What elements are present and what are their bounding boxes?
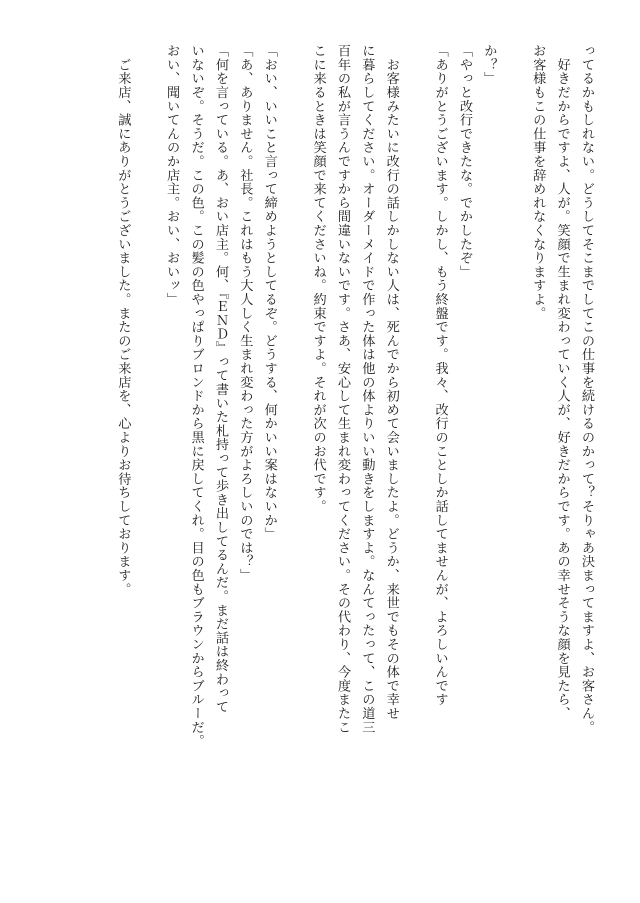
text-line: ご来店、誠にありがとうございました。またのご来店を、心よりお待ちしております。 xyxy=(115,44,131,596)
paragraph-gap xyxy=(281,44,305,874)
text-line: いないぞ。そうだ。この色。この髪の色やっぱりブロンドから黒に戻してくれ。目の色もブラウンからブルーだ。 xyxy=(188,44,204,748)
paragraph-gap xyxy=(134,44,158,874)
text-line: 「何を言っている。あ、おい店主。何、『ＥＮＤ』って書いた札持って歩き出してるんだ。まだ話は終わって xyxy=(212,44,228,714)
text-line: 「おい、いいこと言って締めようとしてるぞ。どうする、何かいい案はないか」 xyxy=(261,44,277,541)
text-line: 好きだからですよ、人が。笑顔で生まれ変わっていく人が、好きだからです。あの幸せそうな顔を見たら、 xyxy=(554,44,570,721)
vertical-text-body xyxy=(28,44,598,874)
text-line: 「ありがとうございます。しかし、もう終盤です。我々、改行のことしか話してませんが、よろしいんです xyxy=(432,44,448,707)
text-line: おい、聞いてんのか店主。おい、おいッ」 xyxy=(164,44,180,307)
text-line: に暮らしてください。オーダーメイドで作った体は他の体よりいい動きをしますよ。なんてったって、この道三 xyxy=(359,44,375,734)
text-line: か？」 xyxy=(481,44,497,86)
text-line: お客様みたいに改行の話しかしない人は、死んでから初めて会いましたよ。どうか、来世でもその体で幸せ xyxy=(383,44,399,721)
text-line: お客様もこの仕事を辞めれなくなりますよ。 xyxy=(530,44,546,320)
paragraph-gap xyxy=(500,44,524,874)
text-line: ってるかもしれない。どうしてそこまでしてこの仕事を続けるのかって？そりゃあ決まってますよ、お客さん。 xyxy=(579,44,594,734)
text-line: 百年の私が言うんですから間違いないです。さあ、安心して生まれ変わってください。その代わり、今度またこ xyxy=(334,44,350,734)
text-line: 「あ、ありません。社長。これはもう大人しく生まれ変わった方がよろしいのでは？」 xyxy=(237,44,253,583)
text-line: こに来るときは笑顔で来てくださいね。約束ですよ。それが次のお代です。 xyxy=(310,44,326,514)
text-line: 「やっと改行できたな。でかしたぞ」 xyxy=(456,44,472,279)
paragraph-gap xyxy=(403,44,427,874)
